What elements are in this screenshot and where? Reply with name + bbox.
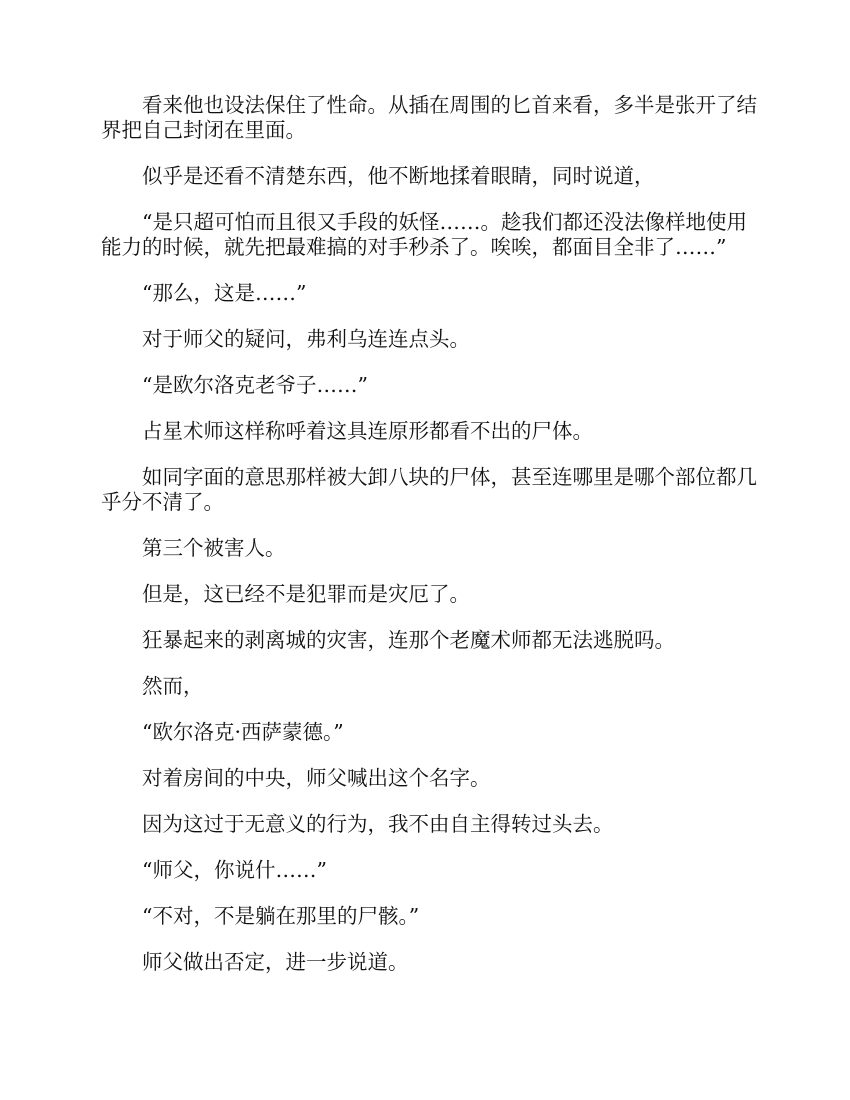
paragraph: 狂暴起来的剥离城的灾害，连那个老魔术师都无法逃脱吗。 <box>142 628 675 652</box>
paragraph: 对着房间的中央，师父喊出这个名字。 <box>142 766 491 790</box>
paragraph: 因为这过于无意义的行为，我不由自主得转过头去。 <box>142 812 614 836</box>
paragraph: “是欧尔洛克老爷子……” <box>142 373 368 397</box>
text-body <box>101 93 761 996</box>
paragraph: “师父，你说什……” <box>142 858 327 882</box>
paragraph: 如同字面的意思那样被大卸八块的尸体，甚至连哪里是哪个部位都几乎分不清了。 <box>101 465 757 514</box>
paragraph: 似乎是还看不清楚东西，他不断地揉着眼睛，同时说道， <box>142 164 655 188</box>
paragraph: “是只超可怕而且很又手段的妖怪……。趁我们都还没法像样地使用能力的时候，就先把最难搞的对手秒杀了。唉唉，都面目全非了……” <box>101 210 747 259</box>
paragraph: “那么，这是……” <box>142 281 307 305</box>
paragraph: 然而， <box>142 674 204 698</box>
paragraph: “欧尔洛克·西萨蒙德。” <box>142 720 344 744</box>
paragraph: 师父做出否定，进一步说道。 <box>142 950 409 974</box>
paragraph: 但是，这已经不是犯罪而是灾厄了。 <box>142 582 470 606</box>
paragraph: 对于师父的疑问，弗利乌连连点头。 <box>142 327 470 351</box>
paragraph: “不对，不是躺在那里的尸骸。” <box>142 904 420 928</box>
paragraph: 看来他也设法保住了性命。从插在周围的匕首来看，多半是张开了结界把自己封闭在里面。 <box>101 93 757 142</box>
paragraph: 占星术师这样称呼着这具连原形都看不出的尸体。 <box>142 419 593 443</box>
paragraph: 第三个被害人。 <box>142 536 286 560</box>
